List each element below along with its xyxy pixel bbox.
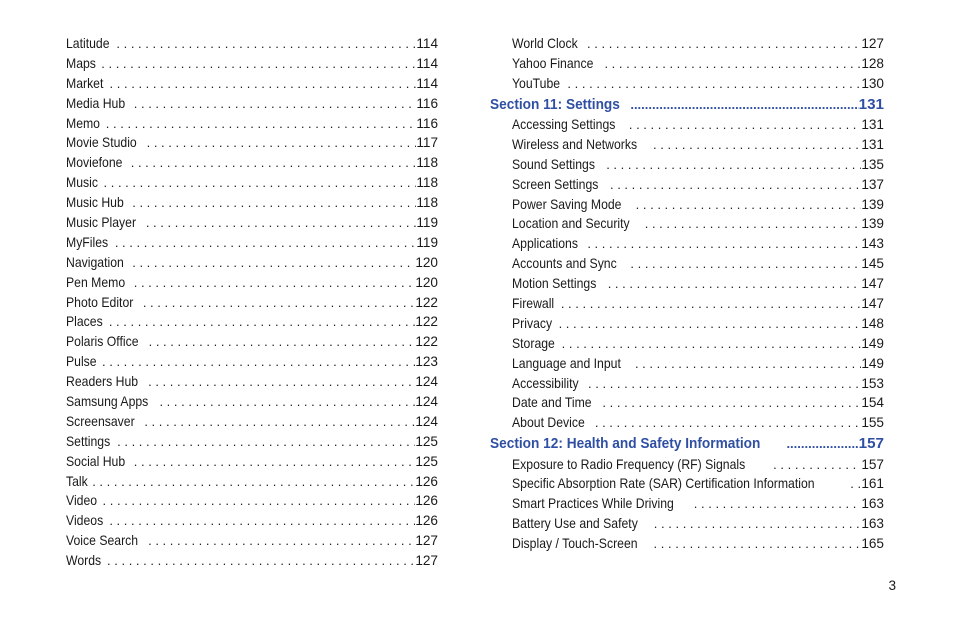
toc-entry[interactable] bbox=[66, 213, 438, 233]
dot-leader bbox=[844, 474, 861, 494]
toc-entry-label: Samsung Apps bbox=[66, 394, 149, 410]
toc-entry-label: Storage bbox=[512, 335, 555, 351]
dot-leader bbox=[778, 433, 858, 454]
dot-leader bbox=[648, 534, 862, 554]
toc-entry[interactable] bbox=[66, 392, 438, 412]
toc-entry-page: 125 bbox=[415, 453, 438, 469]
toc-entry[interactable] bbox=[66, 472, 438, 492]
toc-entry-label: Power Saving Mode bbox=[512, 196, 622, 212]
toc-entry-page: 135 bbox=[861, 156, 884, 172]
toc-entry-page: 126 bbox=[415, 473, 438, 489]
dot-leader bbox=[582, 374, 861, 394]
toc-entry-label: Latitude bbox=[66, 36, 110, 51]
toc-entry-label: About Device bbox=[512, 415, 585, 431]
toc-entry-page: 116 bbox=[416, 95, 438, 111]
toc-entry[interactable] bbox=[66, 551, 438, 571]
dot-leader bbox=[110, 34, 416, 54]
dot-leader bbox=[125, 153, 417, 173]
dot-leader bbox=[561, 74, 861, 94]
toc-entry-page: 149 bbox=[861, 355, 884, 371]
toc-entry-label: Pen Memo bbox=[66, 274, 126, 290]
toc-entry[interactable] bbox=[66, 312, 438, 332]
dot-leader bbox=[647, 135, 861, 155]
dot-leader bbox=[100, 114, 417, 134]
section-title: Section 11: Settings bbox=[490, 95, 620, 113]
toc-entry-page: 128 bbox=[861, 55, 884, 71]
dot-leader bbox=[153, 392, 415, 412]
toc-entry-page: 149 bbox=[861, 335, 884, 351]
dot-leader bbox=[624, 254, 861, 274]
toc-entry[interactable] bbox=[490, 393, 884, 413]
toc-entry-label: Videos bbox=[66, 513, 104, 529]
toc-entry[interactable] bbox=[66, 511, 438, 531]
section-12-heading[interactable] bbox=[490, 433, 884, 454]
toc-entry[interactable] bbox=[490, 413, 884, 433]
section-title: Section 12: Health and Safety Information bbox=[490, 435, 761, 453]
toc-entry[interactable] bbox=[490, 374, 884, 394]
toc-entry-label: Music bbox=[66, 175, 98, 191]
toc-entry-page: 143 bbox=[861, 236, 884, 252]
toc-entry[interactable] bbox=[490, 34, 884, 54]
toc-entry[interactable] bbox=[490, 534, 884, 554]
dot-leader bbox=[101, 551, 415, 571]
toc-entry-page: 122 bbox=[415, 314, 438, 330]
toc-entry-label: Social Hub bbox=[66, 453, 126, 469]
toc-entry[interactable] bbox=[490, 294, 884, 314]
toc-entry[interactable] bbox=[490, 274, 884, 294]
toc-entry-page: 118 bbox=[416, 155, 438, 171]
toc-entry-label: Location and Security bbox=[512, 216, 630, 232]
toc-entry-label: Moviefone bbox=[66, 155, 123, 171]
toc-entry-label: World Clock bbox=[512, 36, 578, 51]
toc-entry-page: 155 bbox=[861, 415, 884, 431]
toc-entry[interactable] bbox=[66, 372, 438, 392]
toc-entry-label: Specific Absorption Rate (SAR) Certification Information bbox=[512, 476, 815, 492]
toc-entry-page: 126 bbox=[415, 513, 438, 529]
toc-entry[interactable] bbox=[66, 531, 438, 551]
toc-entry-page: 114 bbox=[416, 36, 438, 51]
toc-entry-label: Readers Hub bbox=[66, 374, 139, 390]
dot-leader bbox=[137, 293, 416, 313]
dot-leader bbox=[581, 234, 861, 254]
toc-entry[interactable] bbox=[490, 254, 884, 274]
toc-entry[interactable] bbox=[490, 455, 884, 475]
dot-leader bbox=[553, 314, 862, 334]
toc-entry[interactable] bbox=[490, 135, 884, 155]
toc-entry-label: Yahoo Finance bbox=[512, 55, 594, 71]
toc-entry-page: 122 bbox=[415, 294, 438, 310]
toc-entry-label: Language and Input bbox=[512, 355, 621, 371]
toc-entry-page: 163 bbox=[861, 496, 884, 512]
dot-leader bbox=[600, 155, 861, 175]
toc-entry-page: 116 bbox=[416, 115, 438, 131]
toc-entry-label: Smart Practices While Driving bbox=[512, 496, 674, 512]
toc-entry-label: Exposure to Radio Frequency (RF) Signals bbox=[512, 456, 746, 472]
toc-entry-label: Accessibility bbox=[512, 375, 579, 391]
toc-entry-label: Media Hub bbox=[66, 95, 126, 111]
toc-left-column bbox=[66, 34, 438, 571]
toc-entry-label: Screen Settings bbox=[512, 176, 599, 192]
toc-entry-page: 147 bbox=[861, 295, 884, 311]
dot-leader bbox=[104, 74, 417, 94]
toc-entry-page: 124 bbox=[415, 374, 438, 390]
toc-entry-label: Pulse bbox=[66, 354, 97, 370]
dot-leader bbox=[629, 354, 861, 374]
toc-entry-label: Places bbox=[66, 314, 103, 330]
toc-entry-page: 163 bbox=[861, 516, 884, 532]
toc-entry-page: 118 bbox=[416, 195, 438, 211]
dot-leader bbox=[556, 334, 862, 354]
toc-entry-page: 137 bbox=[861, 176, 884, 192]
dot-leader bbox=[143, 332, 416, 352]
dot-leader bbox=[128, 273, 416, 293]
toc-entry[interactable] bbox=[66, 352, 438, 372]
toc-entry-page: 124 bbox=[415, 394, 438, 410]
toc-entry-page: 127 bbox=[415, 553, 438, 569]
dot-leader bbox=[581, 34, 861, 54]
dot-leader bbox=[767, 455, 861, 475]
toc-entry[interactable] bbox=[66, 94, 438, 114]
toc-entry-page: 127 bbox=[415, 533, 438, 549]
toc-entry[interactable] bbox=[66, 412, 438, 432]
toc-entry-label: Maps bbox=[66, 55, 96, 71]
toc-entry-page: 154 bbox=[861, 395, 884, 411]
section-page: 131 bbox=[858, 95, 884, 113]
toc-entry-label: Accessing Settings bbox=[512, 116, 616, 132]
toc-entry-label: Talk bbox=[66, 473, 88, 489]
toc-entry-page: 117 bbox=[416, 135, 438, 151]
toc-entry-page: 114 bbox=[416, 55, 438, 71]
dot-leader bbox=[602, 274, 862, 294]
dot-leader bbox=[623, 115, 861, 135]
toc-entry-page: 119 bbox=[416, 234, 438, 250]
dot-leader bbox=[97, 491, 416, 511]
dot-leader bbox=[126, 253, 415, 273]
toc-entry-label: Market bbox=[66, 75, 104, 91]
toc-entry-page: 131 bbox=[861, 136, 884, 152]
toc-entry-label: Applications bbox=[512, 236, 578, 252]
toc-entry-page: 123 bbox=[415, 354, 438, 370]
dot-leader bbox=[86, 472, 415, 492]
dot-leader bbox=[98, 173, 417, 193]
toc-entry-page: 161 bbox=[861, 476, 884, 492]
toc-entry-label: Video bbox=[66, 493, 98, 509]
toc-entry-page: 122 bbox=[415, 334, 438, 350]
toc-entry-page: 139 bbox=[861, 196, 884, 212]
toc-entry[interactable] bbox=[490, 314, 884, 334]
toc-entry[interactable] bbox=[66, 133, 438, 153]
toc-entry-label: Sound Settings bbox=[512, 156, 595, 172]
toc-entry[interactable] bbox=[66, 114, 438, 134]
dot-leader bbox=[555, 294, 861, 314]
toc-entry[interactable] bbox=[66, 452, 438, 472]
toc-entry[interactable] bbox=[66, 153, 438, 173]
toc-entry[interactable] bbox=[66, 233, 438, 253]
dot-leader bbox=[126, 193, 416, 213]
toc-entry[interactable] bbox=[490, 155, 884, 175]
toc-entry-label: Photo Editor bbox=[66, 294, 134, 310]
toc-entry[interactable] bbox=[66, 491, 438, 511]
dot-leader bbox=[128, 452, 416, 472]
toc-entry-page: 126 bbox=[415, 493, 438, 509]
toc-entry-label: Polaris Office bbox=[66, 334, 139, 350]
page-number: 3 bbox=[888, 578, 896, 593]
toc-entry[interactable] bbox=[490, 214, 884, 234]
toc-entry-page: 148 bbox=[861, 315, 884, 331]
toc-entry-page: 119 bbox=[416, 215, 438, 231]
toc-entry-page: 145 bbox=[861, 256, 884, 272]
toc-entry-page: 120 bbox=[415, 254, 438, 270]
toc-entry-label: Display / Touch-Screen bbox=[512, 536, 638, 552]
toc-entry-label: Date and Time bbox=[512, 395, 592, 411]
toc-entry-label: Wireless and Networks bbox=[512, 136, 638, 152]
dot-leader bbox=[103, 312, 416, 332]
toc-entry[interactable] bbox=[66, 74, 438, 94]
dot-leader bbox=[688, 494, 862, 514]
dot-leader bbox=[95, 54, 416, 74]
toc-entry[interactable] bbox=[490, 354, 884, 374]
toc-entry-page: 120 bbox=[415, 274, 438, 290]
section-11-heading[interactable] bbox=[490, 94, 884, 115]
toc-entry[interactable] bbox=[490, 494, 884, 514]
toc-entry[interactable] bbox=[490, 234, 884, 254]
toc-entry-label: Music Player bbox=[66, 215, 137, 231]
toc-entry-label: Screensaver bbox=[66, 413, 135, 429]
toc-entry[interactable] bbox=[490, 474, 884, 494]
toc-entry-label: Navigation bbox=[66, 254, 124, 270]
toc-entry-label: MyFiles bbox=[66, 234, 109, 250]
toc-entry-label: Words bbox=[66, 553, 102, 569]
toc-entry-page: 114 bbox=[416, 75, 438, 91]
dot-leader bbox=[111, 432, 415, 452]
dot-leader bbox=[138, 412, 415, 432]
toc-entry[interactable] bbox=[490, 195, 884, 215]
toc-entry-page: 131 bbox=[861, 116, 884, 132]
toc-entry-page: 125 bbox=[415, 433, 438, 449]
toc-entry[interactable] bbox=[66, 54, 438, 74]
toc-entry-label: Firewall bbox=[512, 295, 555, 311]
toc-right-column bbox=[490, 34, 884, 554]
toc-entry[interactable] bbox=[66, 34, 438, 54]
dot-leader bbox=[596, 393, 861, 413]
dot-leader bbox=[648, 514, 862, 534]
dot-leader bbox=[142, 531, 415, 551]
toc-entry[interactable] bbox=[490, 115, 884, 135]
dot-leader bbox=[140, 213, 417, 233]
dot-leader bbox=[141, 133, 417, 153]
toc-entry-label: Movie Studio bbox=[66, 135, 137, 151]
dot-leader bbox=[128, 94, 417, 114]
toc-entry-label: Accounts and Sync bbox=[512, 256, 617, 272]
toc-entry[interactable] bbox=[66, 193, 438, 213]
dot-leader bbox=[142, 372, 415, 392]
toc-entry[interactable] bbox=[66, 432, 438, 452]
toc-entry[interactable] bbox=[490, 334, 884, 354]
toc-entry-page: 130 bbox=[861, 75, 884, 91]
toc-entry-page: 124 bbox=[415, 413, 438, 429]
toc-entry[interactable] bbox=[66, 293, 438, 313]
section-page: 157 bbox=[858, 435, 884, 453]
toc-entry-page: 153 bbox=[861, 375, 884, 391]
dot-leader bbox=[109, 233, 417, 253]
dot-leader bbox=[622, 94, 858, 115]
toc-entry[interactable] bbox=[66, 253, 438, 273]
toc-entry-page: 147 bbox=[861, 276, 884, 292]
toc-entry-page: 127 bbox=[861, 36, 884, 51]
toc-entry[interactable] bbox=[66, 332, 438, 352]
toc-entry-label: Battery Use and Safety bbox=[512, 516, 638, 532]
toc-entry[interactable] bbox=[490, 74, 884, 94]
toc-entry-label: Music Hub bbox=[66, 195, 124, 211]
dot-leader bbox=[598, 54, 861, 74]
dot-leader bbox=[103, 511, 415, 531]
toc-entry-label: Voice Search bbox=[66, 533, 139, 549]
toc-entry-page: 165 bbox=[861, 536, 884, 552]
toc-entry-page: 139 bbox=[861, 216, 884, 232]
dot-leader bbox=[604, 175, 861, 195]
toc-entry-page: 157 bbox=[861, 456, 884, 472]
dot-leader bbox=[630, 195, 862, 215]
toc-entry-label: Settings bbox=[66, 433, 111, 449]
dot-leader bbox=[639, 214, 862, 234]
toc-entry[interactable] bbox=[66, 273, 438, 293]
toc-entry-label: Privacy bbox=[512, 315, 553, 331]
dot-leader bbox=[589, 413, 861, 433]
toc-entry[interactable] bbox=[66, 173, 438, 193]
toc-entry-label: Motion Settings bbox=[512, 276, 597, 292]
toc-entry[interactable] bbox=[490, 54, 884, 74]
toc-entry[interactable] bbox=[490, 175, 884, 195]
toc-entry-page: 118 bbox=[416, 175, 438, 191]
toc-entry[interactable] bbox=[490, 514, 884, 534]
dot-leader bbox=[96, 352, 415, 372]
toc-entry-label: YouTube bbox=[512, 75, 561, 91]
toc-entry-label: Memo bbox=[66, 115, 101, 131]
